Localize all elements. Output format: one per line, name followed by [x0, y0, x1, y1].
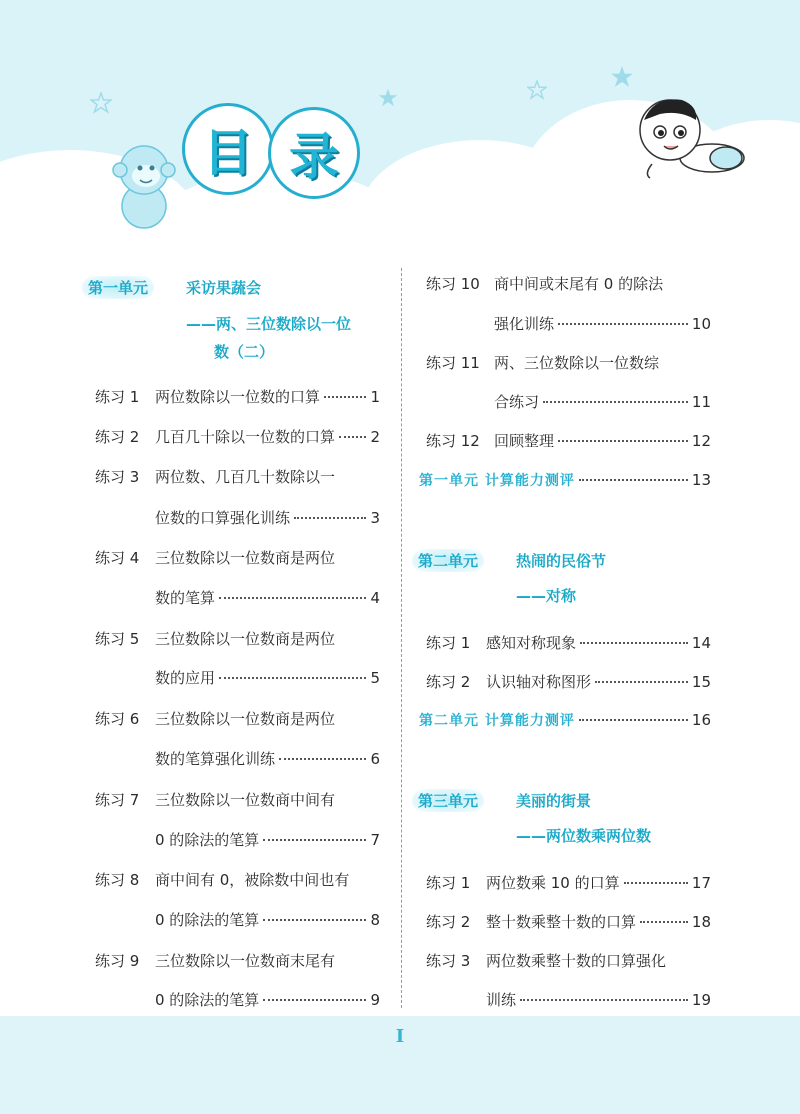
toc-entry[interactable] [95, 426, 380, 447]
page-number: I [395, 1026, 405, 1047]
exercise-title: 三位数除以一位数商是两位 [155, 710, 336, 728]
dot-leader [263, 919, 366, 921]
page-ref: 11 [691, 393, 711, 411]
dot-leader [219, 597, 366, 599]
toc-title [178, 95, 368, 205]
unit-3-subtitle: ——两位数乘两位数 [516, 827, 652, 845]
toc-entry[interactable] [95, 386, 380, 407]
baby-mascot-icon [630, 92, 750, 188]
toc-entry[interactable] [95, 547, 380, 568]
toc-entry[interactable] [426, 950, 711, 971]
page-ref: 3 [370, 509, 380, 527]
exercise-title: 0 的除法的笔算 [155, 991, 260, 1009]
toc-entry[interactable] [426, 872, 711, 893]
dot-leader [294, 517, 366, 519]
dot-leader [263, 839, 366, 841]
page-ref: 2 [370, 428, 380, 446]
unit-2-name[interactable]: 热闹的民俗节 [516, 552, 607, 570]
toc-entry-cont[interactable] [494, 313, 711, 334]
unit-3-name[interactable]: 美丽的街景 [516, 792, 592, 810]
monkey-mascot-icon [108, 140, 180, 232]
exercise-title: 三位数除以一位数商是两位 [155, 549, 336, 567]
exercise-label: 练习 1 [95, 388, 140, 406]
exercise-title: 几百几十除以一位数的口算 [155, 428, 336, 446]
exercise-title: 强化训练 [494, 315, 555, 333]
exercise-label: 练习 3 [95, 468, 140, 486]
exercise-title: 数的笔算强化训练 [155, 750, 276, 768]
exercise-label: 练习 3 [426, 952, 471, 970]
toc-entry[interactable] [95, 628, 380, 649]
toc-entry-cont[interactable] [155, 587, 380, 608]
dot-leader [558, 440, 688, 442]
exercise-label: 练习 8 [95, 871, 140, 889]
unit-3-badge: 第三单元 [412, 789, 484, 812]
exercise-label: 练习 1 [426, 634, 471, 652]
page-ref: 16 [691, 711, 711, 729]
page-ref: 15 [691, 673, 711, 691]
exercise-label: 练习 5 [95, 630, 140, 648]
exercise-label: 练习 7 [95, 791, 140, 809]
unit-2-badge: 第二单元 [412, 549, 484, 572]
page-ref: 18 [691, 913, 711, 931]
title-char-2: 录 [268, 107, 360, 199]
test-entry[interactable] [419, 470, 711, 490]
exercise-title: 两位数除以一位数的口算 [155, 388, 321, 406]
toc-entry-cont[interactable] [494, 391, 711, 412]
toc-entry[interactable] [426, 911, 711, 932]
toc-entry-cont[interactable] [155, 909, 380, 930]
exercise-label: 练习 12 [426, 432, 480, 450]
star-icon [610, 65, 634, 89]
dot-leader [640, 921, 688, 923]
exercise-title: 两位数乘整十数的口算强化 [486, 952, 667, 970]
exercise-title: 商中间有 0，被除数中间也有 [155, 871, 350, 889]
test-title: 第一单元 计算能力测评 [419, 473, 575, 489]
exercise-title: 回顾整理 [494, 432, 555, 450]
toc-entry-cont[interactable] [155, 829, 380, 850]
page-ref: 1 [370, 388, 380, 406]
toc-entry[interactable] [426, 632, 711, 653]
dot-leader [263, 999, 366, 1001]
page-ref: 5 [370, 669, 380, 687]
exercise-label: 练习 2 [95, 428, 140, 446]
toc-entry[interactable] [95, 708, 380, 729]
exercise-title: 认识轴对称图形 [486, 673, 592, 691]
star-icon [90, 92, 112, 114]
exercise-title: 感知对称现象 [486, 634, 577, 652]
toc-entry-cont[interactable] [155, 507, 380, 528]
exercise-label: 练习 4 [95, 549, 140, 567]
exercise-title: 0 的除法的笔算 [155, 831, 260, 849]
dot-leader [324, 396, 366, 398]
exercise-label: 练习 1 [426, 874, 471, 892]
exercise-label: 练习 11 [426, 354, 480, 372]
column-divider [401, 268, 402, 1008]
dot-leader [579, 719, 688, 721]
unit-1-name[interactable]: 采访果蔬会 [186, 279, 262, 297]
page-ref: 14 [691, 634, 711, 652]
toc-entry[interactable] [426, 352, 711, 373]
dot-leader [543, 401, 688, 403]
toc-entry[interactable] [95, 869, 380, 890]
exercise-title: 商中间或末尾有 0 的除法 [494, 275, 664, 293]
toc-entry[interactable] [95, 789, 380, 810]
toc-entry[interactable] [426, 273, 711, 294]
test-entry[interactable] [419, 710, 711, 730]
toc-entry-cont[interactable] [155, 667, 380, 688]
page-ref: 12 [691, 432, 711, 450]
exercise-title: 两位数、几百几十数除以一 [155, 468, 336, 486]
page-ref: 9 [370, 991, 380, 1009]
exercise-title: 三位数除以一位数商末尾有 [155, 952, 336, 970]
dot-leader [339, 436, 366, 438]
exercise-label: 练习 9 [95, 952, 140, 970]
page-ref: 10 [691, 315, 711, 333]
star-icon [527, 80, 547, 100]
page-ref: 8 [370, 911, 380, 929]
exercise-title: 整十数乘整十数的口算 [486, 913, 637, 931]
unit-1-subtitle: 数（二） [214, 343, 275, 361]
toc-entry-cont[interactable] [155, 748, 380, 769]
exercise-label: 练习 10 [426, 275, 480, 293]
exercise-title: 数的应用 [155, 669, 216, 687]
unit-2-subtitle: ——对称 [516, 587, 577, 605]
dot-leader [579, 479, 688, 481]
dot-leader [558, 323, 688, 325]
dot-leader [520, 999, 688, 1001]
toc-entry[interactable] [95, 950, 380, 971]
exercise-label: 练习 6 [95, 710, 140, 728]
exercise-title: 训练 [486, 991, 517, 1009]
page-ref: 13 [691, 471, 711, 489]
toc-entry-cont[interactable] [486, 989, 711, 1010]
toc-entry[interactable] [426, 430, 711, 451]
exercise-title: 两、三位数除以一位数综 [494, 354, 660, 372]
toc-entry[interactable] [426, 671, 711, 692]
exercise-label: 练习 2 [426, 673, 471, 691]
toc-entry-cont[interactable] [155, 989, 380, 1010]
page-ref: 6 [370, 750, 380, 768]
exercise-title: 三位数除以一位数商是两位 [155, 630, 336, 648]
title-char-1: 目 [182, 103, 274, 195]
unit-1-badge: 第一单元 [82, 276, 154, 299]
page-ref: 4 [370, 589, 380, 607]
exercise-title: 三位数除以一位数商中间有 [155, 791, 336, 809]
exercise-title: 0 的除法的笔算 [155, 911, 260, 929]
exercise-title: 数的笔算 [155, 589, 216, 607]
page-ref: 17 [691, 874, 711, 892]
toc-entry[interactable] [95, 466, 380, 487]
dot-leader [219, 677, 366, 679]
page-ref: 7 [370, 831, 380, 849]
page-ref: 19 [691, 991, 711, 1009]
dot-leader [624, 882, 688, 884]
dot-leader [279, 758, 366, 760]
star-icon [378, 88, 398, 108]
exercise-title: 两位数乘 10 的口算 [486, 874, 620, 892]
unit-1-subtitle: ——两、三位数除以一位 [186, 315, 352, 333]
exercise-label: 练习 2 [426, 913, 471, 931]
exercise-title: 位数的口算强化训练 [155, 509, 291, 527]
dot-leader [595, 681, 688, 683]
test-title: 第二单元 计算能力测评 [419, 713, 575, 729]
dot-leader [580, 642, 688, 644]
exercise-title: 合练习 [494, 393, 540, 411]
